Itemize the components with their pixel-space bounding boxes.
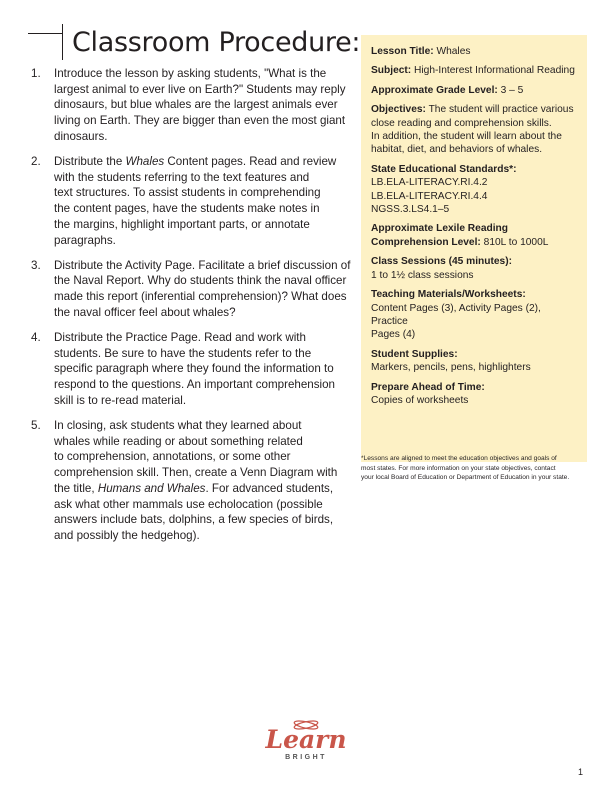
field-label: State Educational Standards*: bbox=[371, 163, 517, 175]
step-text-line: skill is to re-read material. bbox=[54, 393, 187, 407]
learn-bright-logo bbox=[258, 720, 354, 766]
standards-footnote bbox=[361, 454, 601, 483]
lesson-info-sidebar bbox=[361, 35, 587, 462]
lesson-title-field bbox=[371, 45, 577, 58]
step-text-line: Distribute the Activity Page. Facilitate a brief discussion of bbox=[54, 258, 351, 272]
procedure-step bbox=[31, 154, 353, 248]
subject-field bbox=[371, 64, 577, 77]
objectives-field bbox=[371, 103, 577, 157]
step-text-line: respond to the questions. An important comprehension bbox=[54, 378, 336, 392]
step-text-line: and possibly the hedgehog). bbox=[54, 528, 200, 542]
step-text-line: comprehension skill. Then, create a Venn Diagram with bbox=[54, 466, 338, 480]
step-text-line: specific paragraph where they found the information to bbox=[54, 362, 334, 376]
field-value: 3 – 5 bbox=[497, 84, 524, 96]
step-number: 3. bbox=[31, 258, 41, 272]
class-sessions-field bbox=[371, 255, 577, 282]
procedure-list bbox=[31, 66, 353, 553]
venn-title-italic: Humans and Whales bbox=[97, 481, 206, 495]
corner-rule-horizontal bbox=[28, 33, 63, 34]
field-value-line: In addition, the student will learn about the bbox=[371, 131, 562, 143]
logo-wordmark: Learn bbox=[265, 725, 347, 754]
step-text-line: whales while reading or about something related bbox=[54, 434, 303, 448]
field-label: Student Supplies: bbox=[371, 348, 458, 360]
step-text-line: Introduce the lesson by asking students, "What is the bbox=[54, 67, 327, 80]
field-label: Approximate Grade Level: bbox=[371, 84, 498, 96]
step-number: 5. bbox=[31, 419, 41, 433]
field-label: Comprehension Level: bbox=[371, 236, 481, 248]
field-value: The student will practice various bbox=[425, 104, 574, 116]
student-supplies-field bbox=[371, 348, 577, 375]
step-text-line: In closing, ask students what they learned about bbox=[54, 419, 302, 433]
field-value: 810L to 1000L bbox=[480, 236, 549, 248]
field-value-line: close reading and comprehension skills. bbox=[371, 117, 552, 129]
field-value: High-Interest Informational Reading bbox=[411, 65, 575, 77]
step-text-line: Distribute the bbox=[54, 155, 126, 169]
field-label: Objectives: bbox=[371, 104, 426, 116]
field-value: 1 to 1½ class sessions bbox=[371, 269, 474, 281]
step-text-line: the Naval Report. Why do students think the naval officer bbox=[54, 274, 347, 288]
page-title: Classroom Procedure: bbox=[72, 27, 361, 58]
whales-title-italic: Whales bbox=[125, 155, 165, 169]
prepare-ahead-field bbox=[371, 381, 577, 408]
field-value-line: habitat, diet, and behaviors of whales. bbox=[371, 144, 543, 156]
step-text-line: dinosaurs. bbox=[54, 129, 108, 143]
field-label: Lesson Title: bbox=[371, 46, 434, 57]
footnote-line: your local Board of Education or Department of Education in your state. bbox=[361, 474, 570, 481]
standards-field bbox=[371, 163, 577, 217]
field-label: Class Sessions (45 minutes): bbox=[371, 256, 512, 268]
field-label: Teaching Materials/Worksheets: bbox=[371, 289, 526, 301]
step-text-line: Distribute the Practice Page. Read and work with bbox=[54, 331, 306, 345]
procedure-step bbox=[31, 330, 353, 409]
step-text-line: the naval officer feel about whales? bbox=[54, 305, 236, 319]
logo-subtitle: BRIGHT bbox=[285, 754, 327, 761]
step-text-line: largest animal to ever live on Earth?" Students may reply bbox=[54, 82, 346, 96]
field-label: Prepare Ahead of Time: bbox=[371, 381, 485, 393]
grade-level-field bbox=[371, 84, 577, 97]
field-value: Content Pages (3), Activity Pages (2), Practice bbox=[371, 302, 541, 327]
step-number: 1. bbox=[31, 67, 41, 80]
footnote-line: most states. For more information on your state objectives, contact bbox=[361, 464, 556, 472]
step-text-line: the title, bbox=[54, 481, 98, 495]
standard-code: NGSS.3.LS4.1–5 bbox=[371, 204, 450, 216]
field-label: Approximate Lexile Reading bbox=[371, 223, 508, 235]
procedure-step bbox=[31, 418, 353, 544]
step-text-line: the content pages, have the students make notes in bbox=[54, 202, 320, 216]
step-text-line: ask what other mammals use echolocation (possible bbox=[54, 497, 323, 511]
step-number: 2. bbox=[31, 155, 41, 169]
procedure-step bbox=[31, 66, 353, 145]
step-text-line: . For advanced students, bbox=[205, 481, 334, 495]
field-value: Markers, pencils, pens, highlighters bbox=[371, 362, 531, 374]
step-number: 4. bbox=[31, 331, 41, 345]
step-text-line: to comprehension, annotations, or some other bbox=[54, 450, 291, 464]
step-text-line: answers include bats, dolphins, a few species of birds, bbox=[54, 513, 334, 527]
step-text-line: made this report (inferential comprehension)? What does bbox=[54, 290, 347, 304]
page-number: 1 bbox=[578, 767, 584, 777]
step-text-line: the margins, highlight important parts, or annotate bbox=[54, 217, 310, 231]
step-text-line: Content pages. Read and review bbox=[164, 155, 337, 169]
footnote-line: *Lessons are aligned to meet the education objectives and goals of bbox=[361, 455, 557, 462]
step-text-line: students. Be sure to have the students refer to the bbox=[54, 346, 312, 360]
field-value: Pages (4) bbox=[371, 329, 416, 341]
field-value: Whales bbox=[433, 46, 471, 57]
step-text-line: text structures. To assist students in comprehending bbox=[54, 186, 321, 200]
standard-code: LB.ELA-LITERACY.RI.4.4 bbox=[371, 190, 488, 202]
step-text-line: living on Earth. They are bigger than even the most giant bbox=[54, 114, 346, 128]
step-text-line: with the students referring to the text features and bbox=[54, 170, 310, 184]
field-value: Copies of worksheets bbox=[371, 394, 469, 406]
lexile-field bbox=[371, 222, 577, 249]
standard-code: LB.ELA-LITERACY.RI.4.2 bbox=[371, 177, 488, 189]
teaching-materials-field bbox=[371, 288, 577, 342]
step-text-line: dinosaurs, but blue whales are the largest animals ever bbox=[54, 98, 338, 112]
step-text-line: paragraphs. bbox=[54, 233, 116, 247]
corner-rule-vertical bbox=[62, 24, 63, 60]
procedure-step bbox=[31, 258, 353, 321]
field-label: Subject: bbox=[371, 65, 412, 77]
